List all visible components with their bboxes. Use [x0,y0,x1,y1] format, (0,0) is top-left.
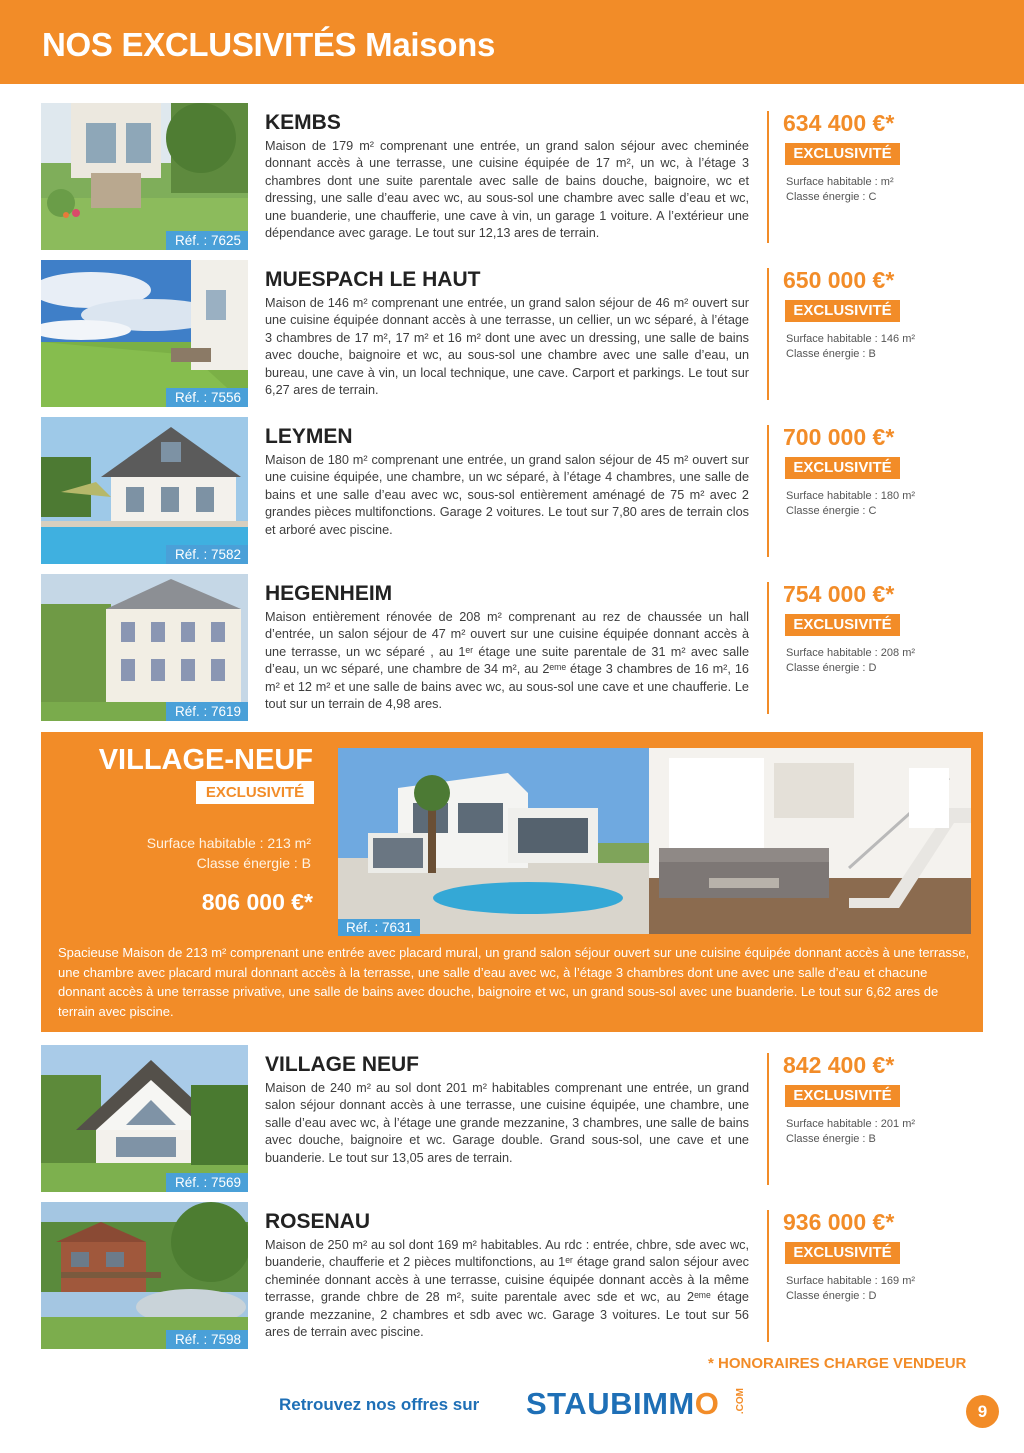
listing-city: VILLAGE NEUF [265,1053,420,1076]
fees-footnote: * HONORAIRES CHARGE VENDEUR [708,1355,967,1372]
divider [767,111,769,243]
exclusivite-badge: EXCLUSIVITÉ [785,457,900,479]
listing-ref: Réf. : 7625 [166,231,248,250]
listing-ref: Réf. : 7582 [166,545,248,564]
listing-city: LEYMEN [265,425,353,448]
exclusivite-badge: EXCLUSIVITÉ [785,300,900,322]
exclusivite-badge: EXCLUSIVITÉ [785,614,900,636]
surface-text: Surface habitable : 213 m² [146,835,311,851]
listing-card[interactable] [0,260,1024,408]
listing-card[interactable] [0,1202,1024,1350]
listing-ref: Réf. : 7569 [166,1173,248,1192]
listing-card[interactable] [0,1045,1024,1193]
brand-logo[interactable] [526,1386,719,1422]
featured-ref: Réf. : 7631 [338,919,420,936]
surface-text: Surface habitable : 146 m² [786,333,916,345]
listing-price: 936 000 €* [783,1209,895,1235]
energy-class-text: Classe énergie : D [786,662,877,674]
energy-class-text: Classe énergie : B [196,855,311,871]
listing-city: ROSENAU [265,1210,371,1233]
listing-ref: Réf. : 7556 [166,388,248,407]
brand-name: STAUBIMM [526,1386,695,1421]
featured-city: VILLAGE-NEUF [98,744,313,776]
header-band [0,0,1024,84]
energy-class-text: Classe énergie : B [786,1133,876,1145]
listing-price: 650 000 €* [783,267,895,293]
listing-card[interactable] [0,103,1024,251]
featured-price: 806 000 €* [201,889,313,915]
surface-text: Surface habitable : 180 m² [786,490,916,502]
energy-class-text: Classe énergie : B [786,348,876,360]
divider [767,268,769,400]
exclusivite-badge: EXCLUSIVITÉ [785,143,900,165]
divider [767,1053,769,1185]
surface-text: Surface habitable : 201 m² [786,1118,916,1130]
listing-description: Maison entièrement rénovée de 208 m² comprenant au rez de chaussée un hall d’entrée, un salon séjour de 47 m² ouvert sur une cuisine équipée donnant accès à une terrasse, un wc séparé , au 1ᵉʳ étage une suite parentale de 31 m² avec salle d’eau, un wc séparé, une chambre de 34 m², au 2ᵉᵐᵉ étage 3 chambres de 16 m², 16 m² et 12 m² et une salle de bains avec wc, au sous-sol une cave et une chaufferie. Le tout sur un terrain de 4,98 ares. [265,610,749,712]
featured-description: Spacieuse Maison de 213 m² comprenant une entrée avec placard mural, un grand salon séjour ouvert sur une cuisine équipée donnant accès à une terrasse, une chambre avec placard mural donnant accès à la terrasse, une salle d’eau avec wc, à l’étage 3 chambres dont une avec une salle d’eau et chacune donnant accès à une terrasse privative, une salle de bains avec douche, baignoire et wc, un grand sous-sol avec une buanderie. Le tout sur 6,62 ares de terrain avec piscine. [58,945,970,1019]
listing-card[interactable] [0,574,1024,722]
listing-photo[interactable] [41,1045,248,1192]
surface-text: Surface habitable : 208 m² [786,647,916,659]
exclusivite-badge: EXCLUSIVITÉ [785,1242,900,1264]
exclusivite-badge: EXCLUSIVITÉ [785,1085,900,1107]
divider [767,582,769,714]
listing-photo[interactable] [41,1202,248,1349]
brand-tld: .COM [735,1388,746,1415]
featured-photo-interior[interactable] [649,748,971,934]
listing-photo[interactable] [41,574,248,721]
exclusivite-badge: EXCLUSIVITÉ [196,781,314,804]
listing-price: 842 400 €* [783,1052,895,1078]
energy-class-text: Classe énergie : C [786,191,877,203]
listing-photo[interactable] [41,260,248,407]
page-number: 9 [966,1395,999,1428]
brand-name-o: O [694,1386,720,1421]
featured-listing[interactable] [41,732,983,1032]
energy-class-text: Classe énergie : C [786,505,877,517]
listing-description: Maison de 179 m² comprenant une entrée, un grand salon séjour avec cheminée donnant accès à une terrasse, une cuisine équipée de 17 m², un wc, à l’étage 3 chambres dont une suite parentale avec salle de bains douche, baignoire, wc et dressing, une salle d’eau avec wc, au sous-sol une chambre avec salle d’eau et wc, une buanderie, une chaufferie, une cave à vin, un garage 1 voiture. A l’extérieur une dépendance avec garage. Le tout sur 12,13 ares de terrain. [265,139,749,241]
listing-city: HEGENHEIM [265,582,393,605]
listing-city: KEMBS [265,111,341,134]
listing-description: Maison de 146 m² comprenant une entrée, un grand salon séjour de 46 m² ouvert sur une cuisine équipée donnant accès à une terrasse, un cellier, un wc séparé, à l’étage 3 chambres de 17 m², 17 m² et 16 m² dont une avec un dressing, une salle de bains avec douche, baignoire et wc, au sous-sol une chambre avec une salle d’eau, un bureau, une cave à vin, un local technique, une cave. Carport et parkings. Le tout sur 6,27 ares de terrain. [265,296,749,398]
listing-price: 700 000 €* [783,424,895,450]
listing-ref: Réf. : 7598 [166,1330,248,1349]
listing-city: MUESPACH LE HAUT [265,268,481,291]
listing-description: Maison de 250 m² au sol dont 169 m² habitables. Au rdc : entrée, chbre, sde avec wc, buanderie, chaufferie et 2 pièces multifonctions, au 1ᵉʳ étage grand salon séjour avec cheminée donnant accès à une terrasse, cuisine équipée donnant accès à la même terrasse, grande chbre de 28 m², suite parentale avec sde et wc, au 2ᵉᵐᵉ étage grande mezzanine, 2 chambres et sdb avec wc. Garage 3 voitures. Le tout sur 56 ares de terrain avec piscine. [265,1238,749,1340]
divider [767,425,769,557]
listing-card[interactable] [0,417,1024,565]
energy-class-text: Classe énergie : D [786,1290,877,1302]
page-title: NOS EXCLUSIVITÉS Maisons [42,26,496,63]
footer-cta: Retrouvez nos offres sur [279,1395,480,1414]
listing-price: 634 400 €* [783,110,895,136]
listing-description: Maison de 240 m² au sol dont 201 m² habitables comprenant une entrée, un grand salon séjour donnant accès à une terrasse, une cuisine équipée, une chambre, une salle d’eau avec wc, à l’étage une grande mezzanine, 3 chambres, une salle de bains avec douche, baignoire et wc. Garage double. Grand sous-sol, une cave et une buanderie. Le tout sur 13,05 ares de terrain. [265,1081,749,1165]
surface-text: Surface habitable : 169 m² [786,1275,916,1287]
surface-text: Surface habitable : m² [786,176,894,188]
featured-photo-exterior[interactable] [338,748,649,934]
listing-photo[interactable] [41,417,248,564]
listing-photo[interactable] [41,103,248,250]
divider [767,1210,769,1342]
listing-price: 754 000 €* [783,581,895,607]
listing-ref: Réf. : 7619 [166,702,248,721]
listing-description: Maison de 180 m² comprenant une entrée, un grand salon séjour de 45 m² ouvert sur une cuisine équipée, une chambre, un wc séparé, à l’étage 4 chambres, une salle de bains et une salle d’eau avec wc, sous-sol entièrement aménagé de 75 m² avec 2 grandes pièces multifonctions. Garage 2 voitures. Le tout sur 7,80 ares de terrain clos et arboré avec piscine. [265,453,749,537]
